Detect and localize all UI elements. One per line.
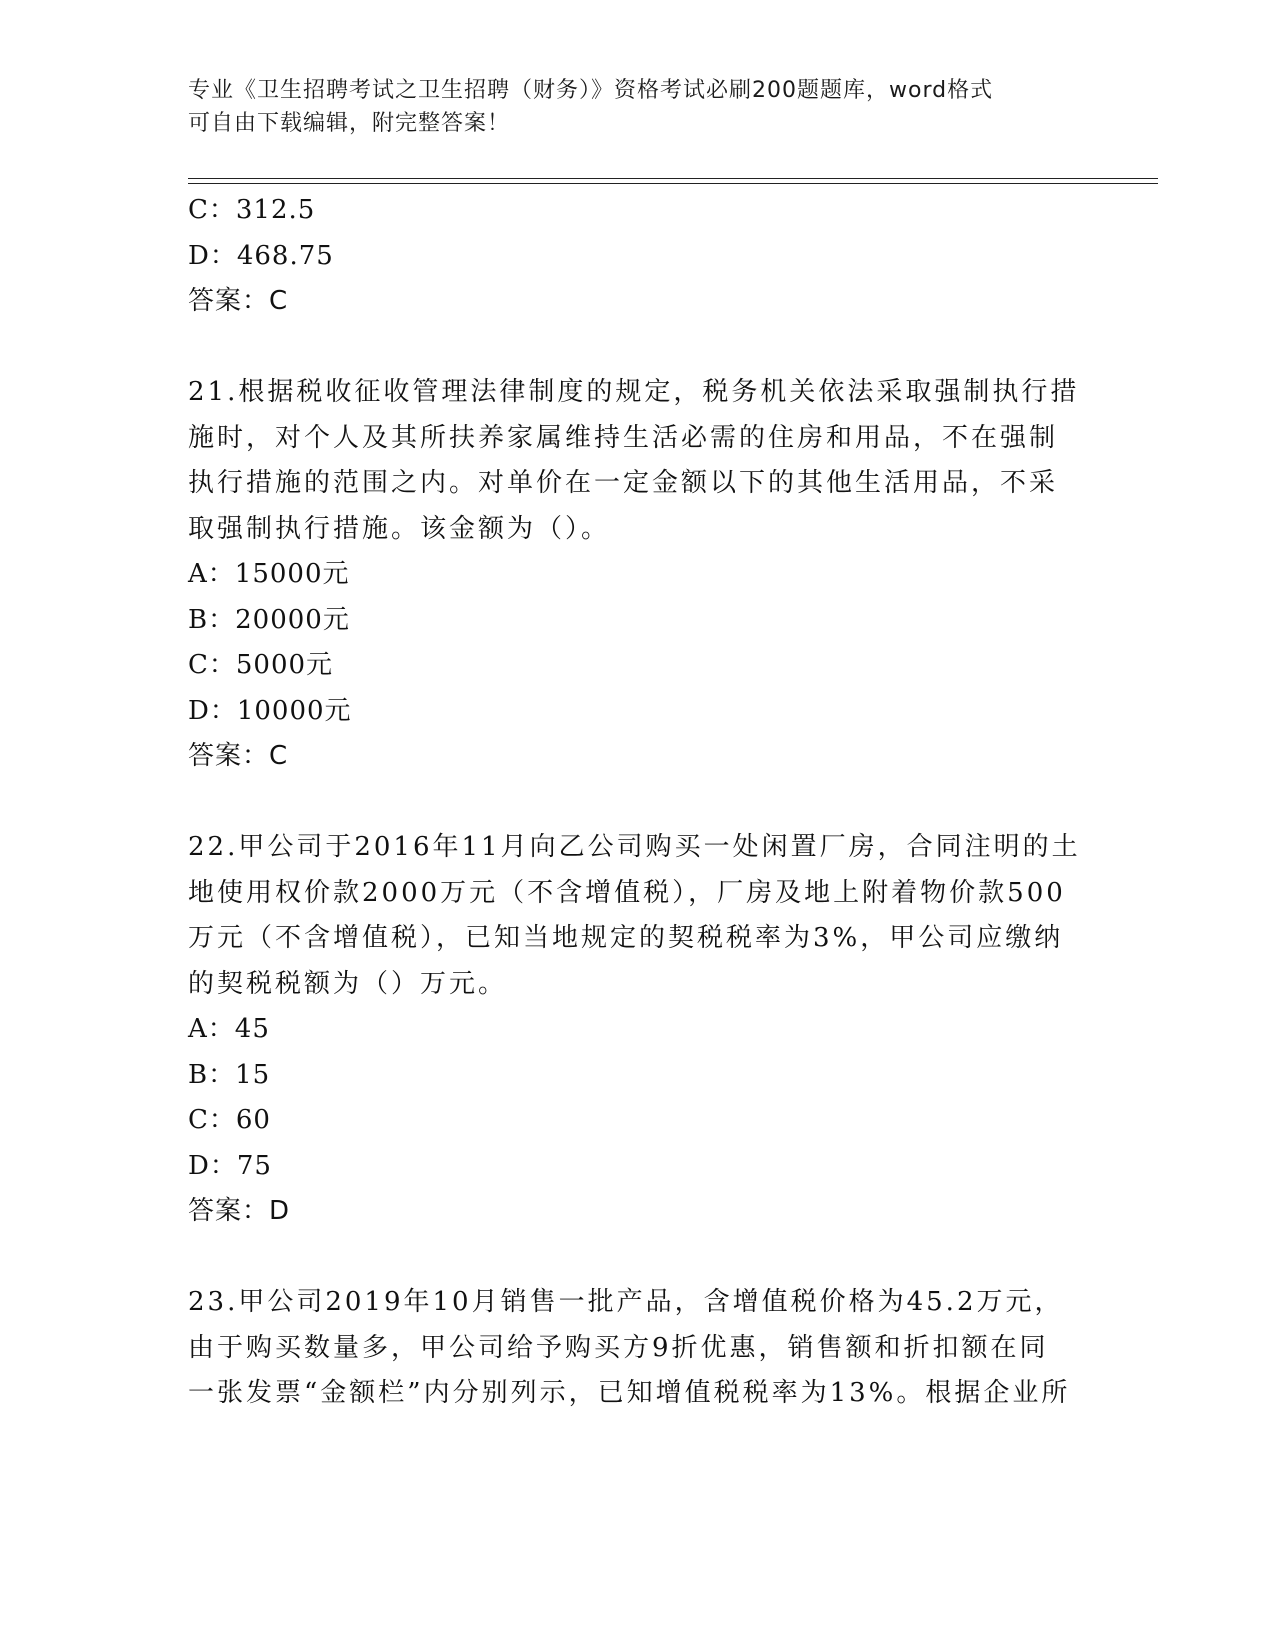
question-line: 施时，对个人及其所扶养家属维持生活必需的住房和用品，不在强制 [188, 422, 1059, 453]
question-22 [188, 825, 1088, 1235]
header-divider-top [188, 178, 1158, 179]
spacer [188, 780, 1088, 826]
question-line: 取强制执行措施。该金额为（）。 [188, 513, 611, 544]
option-b: B：20000元 [188, 604, 350, 635]
answer-line: 答案：D [188, 1196, 291, 1226]
question-line: 21.根据税收征收管理法律制度的规定，税务机关依法采取强制执行措 [188, 377, 1080, 407]
question-line: 万元（不含增值税），已知当地规定的契税税率为3%，甲公司应缴纳 [188, 923, 1064, 953]
answer-line: 答案：C [188, 741, 289, 771]
spacer [188, 325, 1088, 371]
option-d: D：468.75 [188, 240, 334, 271]
question-text [188, 1280, 1078, 1417]
spacer [188, 1235, 1088, 1281]
question-text [188, 825, 1081, 1007]
previous-question-tail [188, 188, 1088, 325]
question-line: 的契税税额为（）万元。 [188, 968, 508, 999]
header-title-line-1: 专业《卫生招聘考试之卫生招聘（财务）》资格考试必刷200题题库，word格式 [188, 78, 994, 103]
question-23 [188, 1280, 1088, 1417]
document-header [188, 74, 1088, 140]
header-divider-bottom [188, 183, 1158, 184]
question-21 [188, 370, 1088, 780]
question-line: 23.甲公司2019年10月销售一批产品，含增值税价格为45.2万元， [188, 1287, 1064, 1317]
question-line: 22.甲公司于2016年11月向乙公司购买一处闲置厂房，合同注明的土 [188, 832, 1081, 862]
option-c: C：5000元 [188, 650, 334, 680]
answer-line: 答案：C [188, 286, 289, 316]
question-line: 一张发票“金额栏”内分别列示，已知增值税税率为13%。根据企业所 [188, 1378, 1071, 1408]
option-a: A：45 [188, 1014, 270, 1044]
option-a: A：15000元 [188, 559, 350, 589]
option-d: D：10000元 [188, 695, 352, 726]
header-title-line-2: 可自由下载编辑，附完整答案！ [188, 111, 511, 136]
option-b: B：15 [188, 1059, 271, 1090]
option-c: C：60 [188, 1105, 271, 1135]
question-line: 执行措施的范围之内。对单价在一定金额以下的其他生活用品，不采 [188, 468, 1059, 498]
option-c: C：312.5 [188, 195, 316, 225]
question-text [188, 370, 1078, 552]
question-line: 地使用权价款2000万元（不含增值税），厂房及地上附着物价款500 [188, 877, 1066, 908]
option-d: D：75 [188, 1150, 272, 1181]
question-line: 由于购买数量多，甲公司给予购买方9折优惠，销售额和折扣额在同 [188, 1332, 1049, 1363]
document-body [188, 188, 1088, 1417]
